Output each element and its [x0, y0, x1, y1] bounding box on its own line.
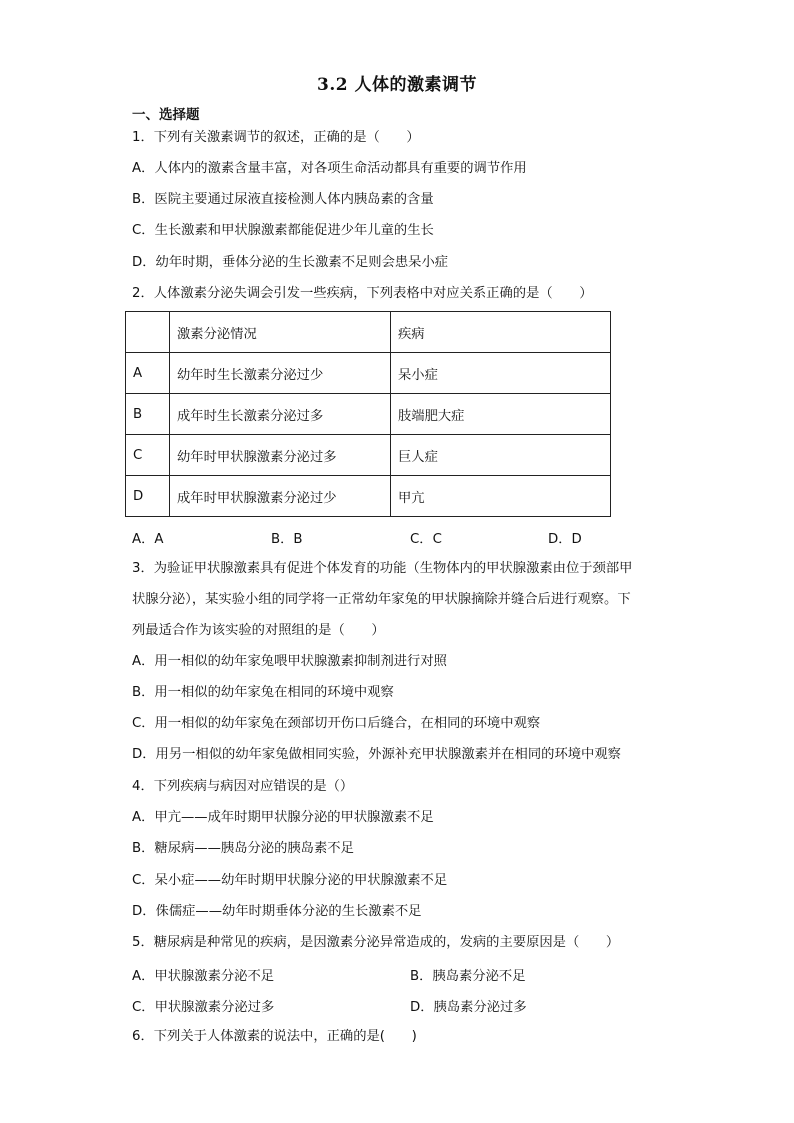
- table-cell: [126, 312, 170, 353]
- question-4-option-a: A．甲亢——成年时期甲状腺分泌的甲状腺激素不足: [132, 810, 434, 825]
- question-3-stem-line-2: 状腺分泌），某实验小组的同学将一正常幼年家兔的甲状腺摘除并缝合后进行观察。下: [132, 592, 631, 607]
- question-5-option-a: A．甲状腺激素分泌不足: [132, 969, 275, 984]
- question-2-answer-d: D．D: [548, 532, 582, 547]
- table-cell: 巨人症: [391, 435, 611, 476]
- question-4-option-d: D．侏儒症——幼年时期垂体分泌的生长激素不足: [132, 904, 422, 919]
- table-cell: D: [126, 476, 170, 517]
- question-2-table: [125, 311, 611, 517]
- table-cell: 幼年时甲状腺激素分泌过多: [170, 435, 391, 476]
- table-cell: C: [126, 435, 170, 476]
- question-1-option-d: D．幼年时期，垂体分泌的生长激素不足则会患呆小症: [132, 255, 449, 270]
- question-5-option-b: B．胰岛素分泌不足: [410, 969, 526, 984]
- question-3-stem-line-1: 3．为验证甲状腺激素具有促进个体发育的功能（生物体内的甲状腺激素由位于颈部甲: [132, 561, 633, 576]
- question-5-option-c: C．甲状腺激素分泌过多: [132, 1000, 275, 1015]
- question-6-stem: 6．下列关于人体激素的说法中，正确的是( ): [132, 1029, 417, 1044]
- question-1-option-b: B．医院主要通过尿液直接检测人体内胰岛素的含量: [132, 192, 434, 207]
- table-cell: 甲亢: [391, 476, 611, 517]
- table-cell: 疾病: [391, 312, 611, 353]
- question-1-option-c: C．生长激素和甲状腺激素都能促进少年儿童的生长: [132, 223, 434, 238]
- table-cell: 成年时生长激素分泌过多: [170, 394, 391, 435]
- question-2-stem: 2．人体激素分泌失调会引发一些疾病，下列表格中对应关系正确的是（ ）: [132, 286, 593, 301]
- question-1-option-a: A．人体内的激素含量丰富，对各项生命活动都具有重要的调节作用: [132, 161, 527, 176]
- table-cell: B: [126, 394, 170, 435]
- section-heading: 一、选择题: [132, 107, 200, 123]
- table-row: [126, 353, 611, 394]
- question-1-stem: 1．下列有关激素调节的叙述，正确的是（ ）: [132, 130, 420, 145]
- question-3-option-c: C．用一相似的幼年家兔在颈部切开伤口后缝合，在相同的环境中观察: [132, 716, 541, 731]
- question-4-stem: 4．下列疾病与病因对应错误的是（）: [132, 779, 354, 794]
- question-2-answer-b: B．B: [271, 532, 303, 547]
- question-4-option-c: C．呆小症——幼年时期甲状腺分泌的甲状腺激素不足: [132, 873, 448, 888]
- question-2-answer-a: A．A: [132, 532, 164, 547]
- table-cell: 肢端肥大症: [391, 394, 611, 435]
- table-row: [126, 476, 611, 517]
- question-3-option-a: A．用一相似的幼年家兔喂甲状腺激素抑制剂进行对照: [132, 654, 447, 669]
- question-3-option-d: D．用另一相似的幼年家兔做相同实验，外源补充甲状腺激素并在相同的环境中观察: [132, 747, 621, 762]
- question-2-answer-c: C．C: [410, 532, 442, 547]
- table-cell: A: [126, 353, 170, 394]
- table-cell: 激素分泌情况: [170, 312, 391, 353]
- table-cell: 幼年时生长激素分泌过少: [170, 353, 391, 394]
- table-header-row: [126, 312, 611, 353]
- question-3-option-b: B．用一相似的幼年家兔在相同的环境中观察: [132, 685, 394, 700]
- table-row: [126, 394, 611, 435]
- table-cell: 成年时甲状腺激素分泌过少: [170, 476, 391, 517]
- question-5-stem: 5．糖尿病是种常见的疾病，是因激素分泌异常造成的，发病的主要原因是（ ）: [132, 935, 620, 950]
- question-5-option-d: D．胰岛素分泌过多: [410, 1000, 527, 1015]
- table-cell: 呆小症: [391, 353, 611, 394]
- question-3-stem-line-3: 列最适合作为该实验的对照组的是（ ）: [132, 623, 385, 638]
- page-title: 3.2 人体的激素调节: [317, 75, 477, 95]
- question-4-option-b: B．糖尿病——胰岛分泌的胰岛素不足: [132, 841, 354, 856]
- table-row: [126, 435, 611, 476]
